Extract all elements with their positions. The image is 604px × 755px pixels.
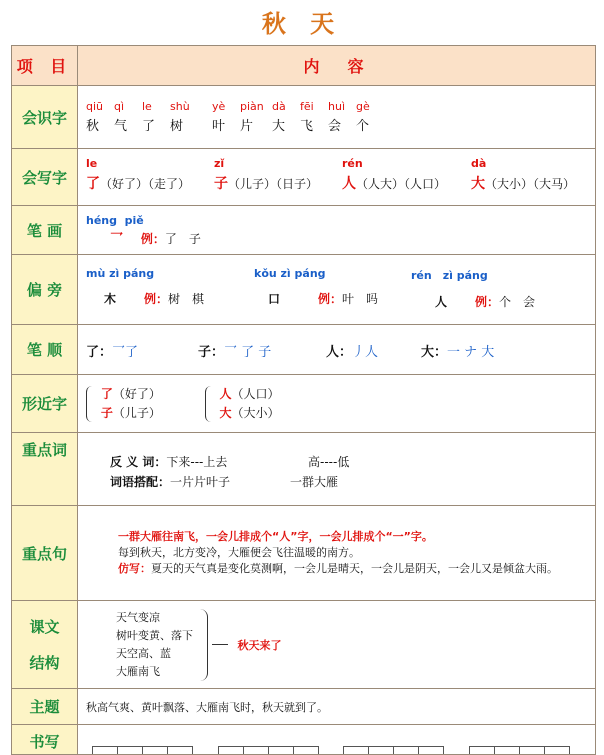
xiezi-item <box>342 157 446 193</box>
structure-line: 天空高、蓝 <box>116 646 171 660</box>
pianpang-radical: 口 <box>268 291 281 306</box>
label-zhongdianju: 重点句 <box>12 506 78 601</box>
label-bihua: 笔 画 <box>12 206 78 255</box>
xiezi-pinyin: dà <box>471 157 487 170</box>
pinyin-syllable: huì <box>328 100 345 113</box>
label-jiegou <box>12 601 78 689</box>
shizi-char: 大 <box>272 119 286 134</box>
bishun-steps: 丿人 <box>352 344 379 360</box>
label-shuxie: 书写 <box>12 725 78 755</box>
xingjin-word: （儿子） <box>112 405 161 420</box>
antonym-2: 高----低 <box>308 455 350 469</box>
pinyin-syllable: le <box>142 100 152 113</box>
shizi-char: 秋 <box>86 119 100 134</box>
label-bishun: 笔 顺 <box>12 325 78 375</box>
bishun-char: 人： <box>326 344 353 360</box>
xiezi-char: 子 <box>214 176 228 192</box>
example-label: 例： <box>144 291 169 306</box>
writing-box <box>469 746 495 754</box>
row-xiezi <box>12 149 596 206</box>
xiezi-words: （好了）（走了） <box>100 177 191 191</box>
collocation-2: 一群大雁 <box>290 475 339 489</box>
right-brace <box>197 609 208 681</box>
content-bishun <box>78 325 596 375</box>
key-sentence: 一群大雁往南飞，一会儿排成个“人”字，一会儿排成个“一”字。 <box>118 530 433 543</box>
summary-table <box>11 45 596 755</box>
antonym-1: 下来---上去 <box>166 455 228 469</box>
structure-line: 大雁南飞 <box>116 664 160 678</box>
example-label: 例： <box>475 294 500 309</box>
header-content: 内 容 <box>78 46 596 86</box>
content-zhongdianju <box>78 506 596 601</box>
imitation-label: 仿写： <box>118 562 151 575</box>
row-zhongdianju <box>12 506 596 601</box>
pianpang-pinyin: rén zì páng <box>411 268 488 282</box>
writing-box <box>494 746 520 754</box>
pinyin-syllable: shù <box>170 100 190 113</box>
shizi-char: 了 <box>142 119 156 134</box>
pianpang-item <box>254 267 378 307</box>
pinyin-syllable: qì <box>114 100 125 113</box>
xiezi-item <box>86 157 190 193</box>
bishun-steps: 乛 了 子 <box>224 344 272 360</box>
writing-box <box>142 746 168 754</box>
row-zhuti <box>12 689 596 725</box>
label-jiegou-2: 结构 <box>29 653 60 672</box>
pianpang-example: 叶 吗 <box>342 291 379 306</box>
brace-connector <box>212 644 228 645</box>
bihua-stroke: 乛 <box>110 231 124 247</box>
xiezi-pinyin: rén <box>342 157 363 170</box>
row-jiegou <box>12 601 596 689</box>
label-pianpang: 偏 旁 <box>12 255 78 325</box>
pinyin-syllable: fēi <box>300 100 314 113</box>
pianpang-pinyin: kǒu zì páng <box>254 266 326 280</box>
xingjin-word: （人口） <box>231 386 280 401</box>
xiezi-item <box>471 157 575 193</box>
header-row <box>12 46 596 86</box>
writing-box <box>343 746 369 754</box>
writing-box <box>368 746 394 754</box>
row-pianpang <box>12 255 596 325</box>
shizi-char: 气 <box>114 119 128 134</box>
writing-box <box>268 746 294 754</box>
bishun-char: 大： <box>421 344 448 360</box>
writing-box <box>393 746 419 754</box>
shizi-char: 个 <box>356 119 370 134</box>
imitation-sentence: 夏天的天气真是变化莫测啊，一会儿是晴天，一会儿是阴天，一会儿又是倾盆大雨。 <box>151 562 558 575</box>
label-shizi: 会识字 <box>12 86 78 149</box>
xiezi-pinyin: zǐ <box>214 157 225 170</box>
pianpang-radical: 人 <box>435 294 448 309</box>
xingjin-char: 大 <box>219 405 232 420</box>
xiezi-char: 大 <box>471 176 485 192</box>
writing-box <box>218 746 244 754</box>
content-jiegou <box>78 601 596 689</box>
page-title: 秋 天 <box>261 10 343 38</box>
structure-line: 树叶变黄、落下 <box>116 628 193 642</box>
label-zhongdianci: 重点词 <box>12 433 78 506</box>
label-xingjin: 形近字 <box>12 375 78 433</box>
xiezi-words: （人大）（人口） <box>356 177 447 191</box>
label-zhuti: 主题 <box>12 689 78 725</box>
shizi-char: 片 <box>240 119 254 134</box>
xingjin-char: 子 <box>100 405 113 420</box>
xingjin-word: （好了） <box>112 386 161 401</box>
pianpang-item <box>411 267 535 310</box>
writing-box <box>519 746 545 754</box>
pianpang-radical: 木 <box>104 291 117 306</box>
writing-box <box>92 746 118 754</box>
xingjin-char: 人 <box>219 386 232 401</box>
content-xiezi <box>78 149 596 206</box>
row-shizi <box>12 86 596 149</box>
bishun-char: 子： <box>198 344 225 360</box>
content-shizi <box>78 86 596 149</box>
bishun-steps: 一 ナ 大 <box>447 344 495 360</box>
writing-box <box>167 746 193 754</box>
content-shuxie <box>78 725 596 755</box>
xingjin-char: 了 <box>100 386 113 401</box>
content-zhuti: 秋高气爽、黄叶飘落、大雁南飞时，秋天就到了。 <box>78 689 596 725</box>
writing-box <box>418 746 444 754</box>
pinyin-syllable: dà <box>272 100 286 113</box>
pianpang-example: 树 棋 <box>168 291 205 306</box>
xiezi-words: （儿子）（日子） <box>228 177 319 191</box>
structure-line: 天气变凉 <box>116 610 160 624</box>
pianpang-pinyin: mù zì páng <box>86 266 155 280</box>
collocation-1: 一片片叶子 <box>170 475 231 489</box>
shizi-char: 会 <box>328 119 342 134</box>
writing-box <box>243 746 269 754</box>
bishun-steps: 乛了 <box>112 344 139 360</box>
bihua-example: 了 子 <box>164 231 201 246</box>
left-brace <box>86 386 97 422</box>
shizi-chars-line <box>86 115 595 134</box>
xiezi-pinyin: le <box>86 157 98 170</box>
label-jiegou-1: 课文 <box>29 617 60 636</box>
collocation-label: 词语搭配： <box>110 475 171 489</box>
xiezi-char: 人 <box>342 176 356 192</box>
structure-result: 秋天来了 <box>237 638 282 652</box>
content-xingjin <box>78 375 596 433</box>
content-pianpang <box>78 255 596 325</box>
pinyin-syllable: yè <box>212 100 226 113</box>
example-label: 例： <box>140 231 165 246</box>
pianpang-item <box>86 267 204 307</box>
label-xiezi: 会写字 <box>12 149 78 206</box>
shizi-char: 树 <box>170 119 184 134</box>
xiezi-words: （大小）（大马） <box>485 177 576 191</box>
bihua-pinyin: héng piě <box>86 213 144 227</box>
shizi-char: 叶 <box>212 119 226 134</box>
writing-box <box>117 746 143 754</box>
content-zhongdianci <box>78 433 596 506</box>
row-bishun <box>12 325 596 375</box>
pinyin-syllable: piàn <box>240 100 264 113</box>
key-sentence-2: 每到秋天，北方变冷，大雁便会飞往温暖的南方。 <box>118 546 360 559</box>
writing-box <box>293 746 319 754</box>
xingjin-word: （大小） <box>231 405 280 420</box>
row-zhongdianci <box>12 433 596 506</box>
xiezi-item <box>214 157 318 193</box>
header-item: 项 目 <box>12 46 78 86</box>
writing-box <box>544 746 570 754</box>
pinyin-syllable: qiū <box>86 100 104 113</box>
example-label: 例： <box>318 291 343 306</box>
content-bihua <box>78 206 596 255</box>
pinyin-syllable: gè <box>356 100 370 113</box>
shizi-char: 飞 <box>300 119 314 134</box>
row-xingjin <box>12 375 596 433</box>
antonym-label: 反 义 词： <box>110 455 167 469</box>
row-bihua <box>12 206 596 255</box>
pianpang-example: 个 会 <box>499 294 536 309</box>
xiezi-char: 了 <box>86 176 100 192</box>
left-brace <box>205 386 216 422</box>
bishun-char: 了： <box>86 344 113 360</box>
row-shuxie <box>12 725 596 755</box>
shizi-pinyin-line <box>86 100 595 113</box>
